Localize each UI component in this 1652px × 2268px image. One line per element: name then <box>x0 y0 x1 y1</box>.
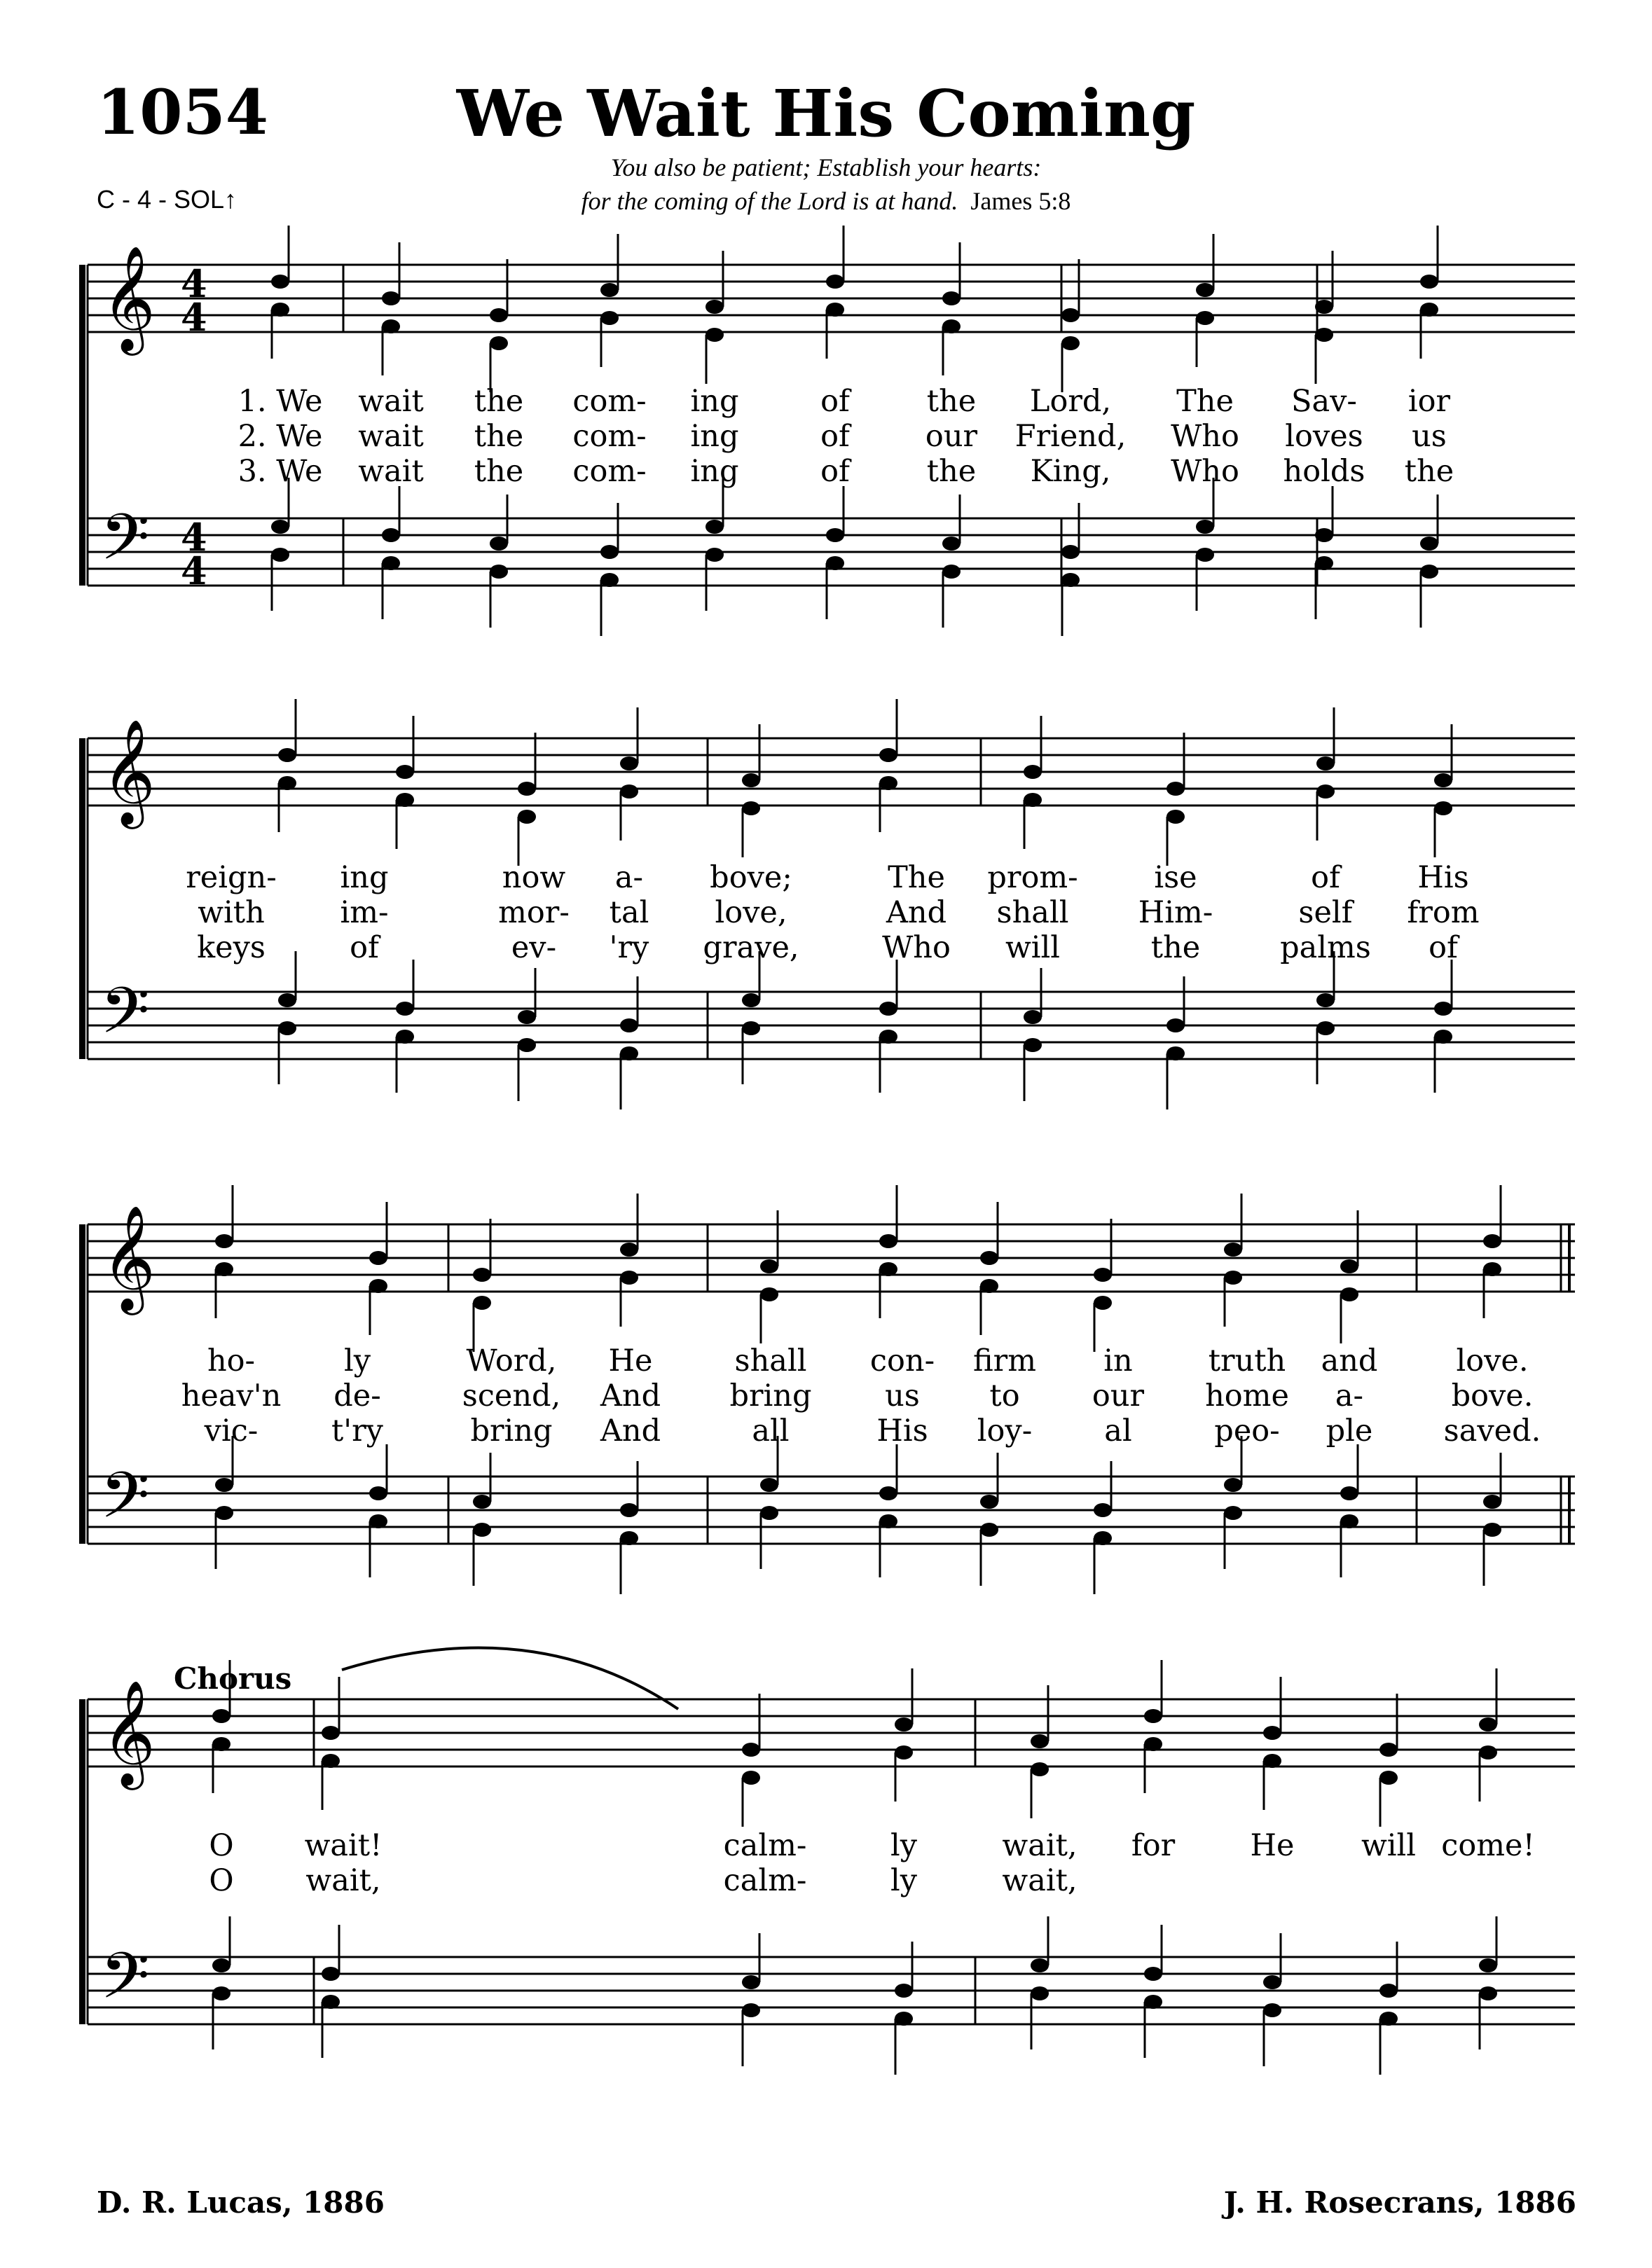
treble-clef-icon: 𝄞 <box>102 1679 156 1785</box>
note-head <box>1094 1531 1112 1545</box>
note-head <box>322 1726 340 1740</box>
note-head <box>473 1296 491 1310</box>
lyric-syllable: com- <box>572 419 647 454</box>
lyric-syllable: of <box>820 419 850 454</box>
epigraph-text: for the coming of the Lord is at hand. <box>581 187 958 215</box>
chorus-label: Chorus <box>174 1661 292 1696</box>
note-head <box>600 283 619 297</box>
note-head <box>760 1259 778 1273</box>
note-head <box>942 537 961 551</box>
note-head <box>1061 336 1080 350</box>
note-head <box>1031 1734 1049 1748</box>
bass-clef-icon: 𝄢 <box>100 1939 150 2028</box>
note-head <box>278 748 296 762</box>
note-head <box>1166 810 1185 824</box>
time-signature: 4 <box>181 261 207 306</box>
note-head <box>1094 1296 1112 1310</box>
note-head <box>1379 2012 1398 2026</box>
note-head <box>271 548 289 562</box>
lyric-syllable: ior <box>1407 384 1451 419</box>
lyric-syllable: O <box>209 1863 234 1898</box>
author-credit: D. R. Lucas, 1886 <box>97 2185 385 2220</box>
lyric-syllable: with <box>198 895 265 930</box>
note-head <box>396 1002 414 1016</box>
note-head <box>879 1486 897 1500</box>
note-head <box>382 319 400 333</box>
note-head <box>1420 565 1438 579</box>
note-head <box>382 291 400 305</box>
note-head <box>1479 1986 1497 2000</box>
lyric-syllable: The <box>888 860 945 895</box>
lyric-syllable: of <box>820 454 850 489</box>
note-head <box>879 1030 897 1044</box>
note-head <box>942 291 961 305</box>
note-head <box>1434 1002 1452 1016</box>
note-head <box>1024 1010 1042 1024</box>
note-head <box>879 776 897 790</box>
lyric-syllable: ing <box>340 860 389 895</box>
note-head <box>278 993 296 1007</box>
note-head <box>1166 1018 1185 1032</box>
note-head <box>322 1754 340 1768</box>
lyric-syllable: will <box>1361 1828 1417 1863</box>
lyric-syllable: scend, <box>462 1378 561 1413</box>
lyric-syllable: Who <box>1171 419 1239 454</box>
note-head <box>322 1967 340 1981</box>
note-head <box>1224 1243 1242 1257</box>
lyric-syllable: wait <box>358 454 424 489</box>
note-head <box>1166 1046 1185 1060</box>
lyric-syllable: ly <box>890 1863 918 1898</box>
lyric-syllable: keys <box>197 930 266 965</box>
note-head <box>1420 275 1438 289</box>
lyric-syllable: Sav- <box>1291 384 1357 419</box>
lyric-syllable: for <box>1131 1828 1176 1863</box>
note-head <box>1031 1762 1049 1776</box>
note-head <box>1379 1984 1398 1998</box>
note-head <box>1316 1021 1335 1035</box>
note-head <box>742 993 760 1007</box>
note-head <box>942 565 961 579</box>
note-head <box>1483 1234 1501 1248</box>
note-head <box>215 1478 233 1492</box>
lyric-syllable: the <box>926 384 977 419</box>
lyric-syllable: bring <box>470 1413 553 1448</box>
note-head <box>322 1995 340 2009</box>
lyric-syllable: com- <box>572 384 647 419</box>
note-head <box>212 1958 230 1972</box>
lyric-syllable: firm <box>972 1343 1037 1378</box>
lyric-syllable: mor- <box>498 895 570 930</box>
system-bracket <box>79 738 85 1059</box>
scripture-reference: James 5:8 <box>970 187 1071 215</box>
lyric-syllable: in <box>1103 1343 1133 1378</box>
lyric-syllable: con- <box>869 1343 935 1378</box>
note-head <box>600 573 619 587</box>
note-head <box>620 756 638 770</box>
note-head <box>1483 1523 1501 1537</box>
lyric-syllable: the <box>474 419 524 454</box>
hymn-title: We Wait His Coming <box>456 76 1196 151</box>
lyric-syllable: prom- <box>987 860 1078 895</box>
note-head <box>742 773 760 787</box>
lyric-syllable: of <box>820 384 850 419</box>
note-head <box>879 748 897 762</box>
epigraph-line-1: You also be patient; Establish your hearts: <box>610 153 1042 181</box>
lyric-syllable: Who <box>882 930 951 965</box>
note-head <box>369 1514 387 1528</box>
lyric-syllable: de- <box>333 1378 381 1413</box>
note-head <box>396 1030 414 1044</box>
lyric-syllable: wait! <box>304 1828 383 1863</box>
lyric-syllable: ple <box>1326 1413 1373 1448</box>
lyric-syllable: Friend, <box>1014 419 1127 454</box>
note-head <box>1340 1486 1358 1500</box>
note-head <box>1061 308 1080 322</box>
note-head <box>1144 1737 1162 1751</box>
lyric-syllable: of <box>1311 860 1340 895</box>
lyric-syllable: 3. We <box>238 454 323 489</box>
bass-clef-icon: 𝄢 <box>100 1458 150 1548</box>
note-head <box>1483 1495 1501 1509</box>
note-head <box>1379 1771 1398 1785</box>
note-head <box>1166 782 1185 796</box>
bass-clef-icon: 𝄢 <box>100 974 150 1063</box>
note-head <box>1094 1268 1112 1282</box>
lyric-syllable: the <box>474 454 524 489</box>
lyric-syllable: us <box>1412 419 1447 454</box>
note-head <box>1061 573 1080 587</box>
note-head <box>278 1021 296 1035</box>
lyric-syllable: al <box>1104 1413 1132 1448</box>
lyric-syllable: im- <box>340 895 389 930</box>
composer-credit: J. H. Rosecrans, 1886 <box>1223 2185 1576 2220</box>
note-head <box>1315 556 1333 570</box>
note-head <box>760 1478 778 1492</box>
lyric-syllable: shall <box>996 895 1069 930</box>
note-head <box>980 1495 998 1509</box>
note-head <box>742 1743 760 1757</box>
note-head <box>620 784 638 798</box>
note-head <box>1434 1030 1452 1044</box>
lyric-syllable: 2. We <box>238 419 323 454</box>
note-head <box>278 776 296 790</box>
lyric-syllable: all <box>752 1413 790 1448</box>
note-head <box>826 303 844 317</box>
lyric-syllable: com- <box>572 454 647 489</box>
note-head <box>1031 1986 1049 2000</box>
lyric-syllable: the <box>474 384 524 419</box>
note-head <box>1263 2003 1281 2017</box>
note-head <box>620 1531 638 1545</box>
note-head <box>1024 793 1042 807</box>
lyric-syllable: Him- <box>1138 895 1213 930</box>
note-head <box>1196 548 1214 562</box>
note-head <box>705 520 724 534</box>
note-head <box>1379 1743 1398 1757</box>
lyric-syllable: ly <box>890 1828 918 1863</box>
lyric-syllable: the <box>926 454 977 489</box>
lyric-syllable: O <box>209 1828 234 1863</box>
lyric-syllable: ise <box>1154 860 1197 895</box>
note-head <box>942 319 961 333</box>
note-head <box>1144 1967 1162 1981</box>
lyric-syllable: shall <box>734 1343 807 1378</box>
lyric-syllable: He <box>1250 1828 1295 1863</box>
lyric-syllable: and <box>1321 1343 1378 1378</box>
lyric-syllable: tal <box>609 895 649 930</box>
lyric-syllable: truth <box>1208 1343 1286 1378</box>
treble-clef-icon: 𝄞 <box>102 718 156 824</box>
note-head <box>1094 1503 1112 1517</box>
note-head <box>1263 1754 1281 1768</box>
lyric-syllable: the <box>1150 930 1201 965</box>
note-head <box>895 1717 913 1731</box>
lyric-syllable: Word, <box>466 1343 557 1378</box>
lyric-syllable: loves <box>1285 419 1363 454</box>
note-head <box>826 528 844 542</box>
lyric-syllable: to <box>989 1378 1020 1413</box>
note-head <box>212 1737 230 1751</box>
lyric-syllable: heav'n <box>181 1378 282 1413</box>
note-head <box>600 545 619 559</box>
note-head <box>879 1262 897 1276</box>
note-head <box>271 520 289 534</box>
lyric-syllable: ev- <box>511 930 557 965</box>
note-head <box>1479 1717 1497 1731</box>
note-head <box>1420 537 1438 551</box>
note-head <box>1483 1262 1501 1276</box>
note-head <box>620 1046 638 1060</box>
note-head <box>271 275 289 289</box>
note-head <box>215 1262 233 1276</box>
lyric-syllable: from <box>1407 895 1480 930</box>
lyric-syllable: holds <box>1283 454 1365 489</box>
note-head <box>980 1279 998 1293</box>
lyric-syllable: wait <box>358 419 424 454</box>
note-head <box>1024 765 1042 779</box>
time-signature: 4 <box>181 295 207 340</box>
lyric-syllable: the <box>1404 454 1454 489</box>
note-head <box>879 1514 897 1528</box>
lyric-syllable: saved. <box>1443 1413 1541 1448</box>
note-head <box>215 1234 233 1248</box>
lyric-syllable: loy- <box>977 1413 1033 1448</box>
lyric-syllable: King, <box>1030 454 1111 489</box>
lyric-syllable: t'ry <box>331 1413 383 1448</box>
lyric-syllable: ing <box>690 384 739 419</box>
lyric-syllable: bove; <box>710 860 792 895</box>
note-head <box>1479 1958 1497 1972</box>
note-head <box>760 1506 778 1520</box>
note-head <box>705 548 724 562</box>
lyric-syllable: wait <box>358 384 424 419</box>
note-head <box>895 1984 913 1998</box>
note-head <box>490 308 508 322</box>
note-head <box>826 556 844 570</box>
note-head <box>620 1271 638 1285</box>
note-head <box>490 336 508 350</box>
lyric-syllable: ly <box>343 1343 371 1378</box>
note-head <box>1420 303 1438 317</box>
note-head <box>1316 756 1335 770</box>
lyric-syllable: now <box>502 860 566 895</box>
lyric-syllable: love. <box>1456 1343 1529 1378</box>
note-head <box>1340 1259 1358 1273</box>
note-head <box>1263 1975 1281 1989</box>
lyric-syllable: His <box>876 1413 928 1448</box>
note-head <box>1144 1709 1162 1723</box>
note-head <box>518 810 536 824</box>
lyric-syllable: calm- <box>723 1863 807 1898</box>
note-head <box>1316 784 1335 798</box>
treble-clef-icon: 𝄞 <box>102 244 156 351</box>
lyric-syllable: The <box>1176 384 1234 419</box>
lyric-syllable: And <box>886 895 947 930</box>
system-bracket <box>79 265 85 586</box>
lyric-syllable: ing <box>690 454 739 489</box>
lyric-syllable: our <box>925 419 978 454</box>
note-head <box>1316 993 1335 1007</box>
note-head <box>396 793 414 807</box>
note-head <box>518 1038 536 1052</box>
lyric-syllable: peo- <box>1214 1413 1280 1448</box>
lyric-syllable: a- <box>1335 1378 1364 1413</box>
lyric-syllable: calm- <box>723 1828 807 1863</box>
note-head <box>742 2003 760 2017</box>
note-head <box>473 1523 491 1537</box>
lyric-syllable: palms <box>1280 930 1371 965</box>
note-head <box>1434 773 1452 787</box>
lyric-syllable: reign- <box>186 860 277 895</box>
note-head <box>1315 528 1333 542</box>
lyric-syllable: vic- <box>204 1413 259 1448</box>
time-signature: 4 <box>181 548 207 593</box>
note-head <box>1196 311 1214 325</box>
note-head <box>1340 1514 1358 1528</box>
note-head <box>215 1506 233 1520</box>
lyric-syllable: us <box>885 1378 920 1413</box>
lyric-syllable: wait, <box>1002 1828 1078 1863</box>
note-head <box>1061 545 1080 559</box>
note-head <box>600 311 619 325</box>
note-head <box>1434 801 1452 815</box>
lyric-syllable: our <box>1092 1378 1145 1413</box>
note-head <box>620 1243 638 1257</box>
note-head <box>895 2012 913 2026</box>
lyric-syllable: bove. <box>1451 1378 1534 1413</box>
lyric-syllable: grave, <box>703 930 799 965</box>
note-head <box>879 1002 897 1016</box>
note-head <box>518 1010 536 1024</box>
note-head <box>1224 1506 1242 1520</box>
note-head <box>1315 328 1333 342</box>
lyric-syllable: His <box>1417 860 1469 895</box>
note-head <box>1196 283 1214 297</box>
note-head <box>212 1709 230 1723</box>
note-head <box>620 1503 638 1517</box>
note-head <box>382 528 400 542</box>
note-head <box>1315 300 1333 314</box>
note-head <box>1224 1478 1242 1492</box>
key-signature-info: C - 4 - SOL↑ <box>97 185 238 214</box>
note-head <box>1224 1271 1242 1285</box>
note-head <box>369 1279 387 1293</box>
note-head <box>396 765 414 779</box>
treble-clef-icon: 𝄞 <box>102 1204 156 1311</box>
lyric-syllable: And <box>600 1378 661 1413</box>
note-head <box>518 782 536 796</box>
note-head <box>742 1771 760 1785</box>
lyric-syllable: self <box>1298 895 1353 930</box>
lyric-syllable: wait, <box>1002 1863 1078 1898</box>
lyric-syllable: home <box>1205 1378 1289 1413</box>
note-head <box>879 1234 897 1248</box>
note-head <box>490 565 508 579</box>
note-head <box>473 1495 491 1509</box>
lyric-syllable: ing <box>690 419 739 454</box>
note-head <box>1144 1995 1162 2009</box>
note-head <box>705 328 724 342</box>
note-head <box>980 1251 998 1265</box>
bass-clef-icon: 𝄢 <box>100 500 150 590</box>
system-bracket <box>79 1224 85 1544</box>
lyric-syllable: of <box>1429 930 1458 965</box>
note-head <box>1340 1287 1358 1301</box>
hymn-number: 1054 <box>97 76 268 148</box>
system-bracket <box>79 1699 85 2024</box>
note-head <box>473 1268 491 1282</box>
note-head <box>742 801 760 815</box>
lyric-syllable: a- <box>614 860 644 895</box>
note-head <box>271 303 289 317</box>
note-head <box>895 1745 913 1759</box>
note-head <box>742 1975 760 1989</box>
lyric-syllable: come! <box>1441 1828 1535 1863</box>
note-head <box>1263 1726 1281 1740</box>
note-head <box>369 1251 387 1265</box>
note-head <box>212 1986 230 2000</box>
note-head <box>1031 1958 1049 1972</box>
lyric-syllable: He <box>608 1343 653 1378</box>
note-head <box>1196 520 1214 534</box>
note-head <box>369 1486 387 1500</box>
lyric-syllable: wait, <box>305 1863 381 1898</box>
lyric-syllable: And <box>600 1413 661 1448</box>
note-head <box>490 537 508 551</box>
lyric-syllable: 1. We <box>238 384 323 419</box>
note-head <box>382 556 400 570</box>
lyric-syllable: Who <box>1171 454 1239 489</box>
lyric-syllable: love, <box>715 895 787 930</box>
note-head <box>980 1523 998 1537</box>
lyric-syllable: 'ry <box>609 930 649 965</box>
time-signature: 4 <box>181 515 207 560</box>
lyric-syllable: ho- <box>207 1343 256 1378</box>
lyric-syllable: of <box>350 930 379 965</box>
lyric-syllable: will <box>1005 930 1061 965</box>
note-head <box>742 1021 760 1035</box>
note-head <box>705 300 724 314</box>
note-head <box>760 1287 778 1301</box>
note-head <box>1024 1038 1042 1052</box>
lyric-syllable: bring <box>729 1378 812 1413</box>
note-head <box>826 275 844 289</box>
note-head <box>620 1018 638 1032</box>
lyric-syllable: Lord, <box>1029 384 1112 419</box>
note-head <box>1479 1745 1497 1759</box>
